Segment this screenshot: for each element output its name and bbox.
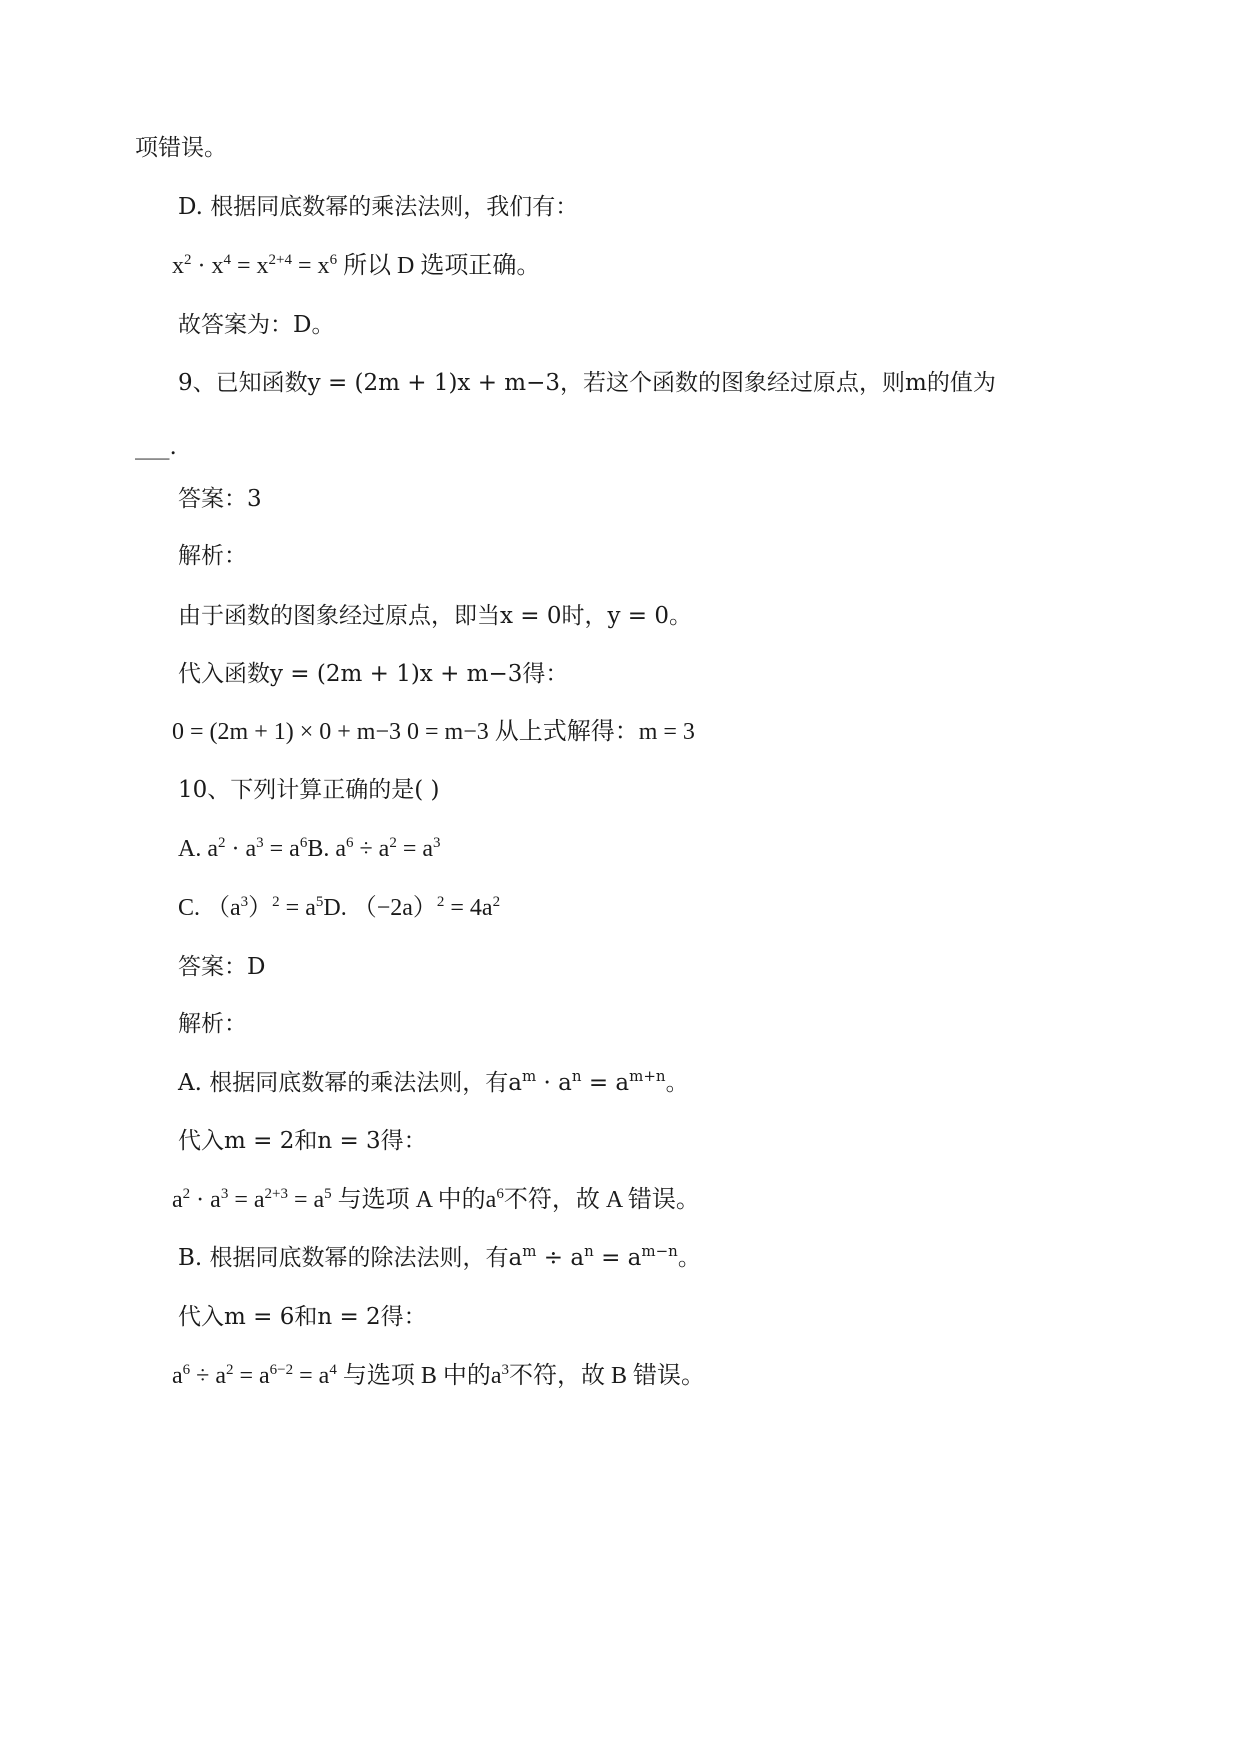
text-line: 解析： bbox=[178, 1011, 247, 1037]
options-ab: A. $a^2 \cdot a^3 = a^6B$. $a^6 \div a^2 = a^3$ bbox=[178, 835, 441, 862]
text-line: A. 根据同底数幂的乘法法则，有$a^m \cdot a^n = a^{m+n}$。 bbox=[178, 1067, 689, 1096]
text-line: 代入m = 6和n = 2得： bbox=[178, 1304, 427, 1330]
text-line: 由于函数的图象经过原点，即当x = 0时，y = 0。 bbox=[178, 603, 693, 629]
text-line: 项错误。 bbox=[135, 135, 227, 161]
question-9: 9、已知函数y = (2m + 1)x + m−3，若这个函数的图象经过原点，则m的值为 bbox=[178, 370, 996, 396]
text-line: 故答案为：D。 bbox=[178, 312, 335, 338]
answer-blank: ___. bbox=[135, 434, 177, 460]
options-cd: C. $(a^3)^2 = a^5D$. $(-2a)^2 = 4a^2$ bbox=[178, 894, 501, 921]
question-10: 10、下列计算正确的是( ) bbox=[178, 777, 440, 803]
formula-line: $a^2 \cdot a^3 = a^{2+3} = a^5$ 与选项 A 中的$a^6$不符，故 A 错误。 bbox=[172, 1186, 700, 1213]
formula-line: 0 = (2m + 1) × 0 + m−3 0 = m−3 从上式解得：m = 3 bbox=[172, 719, 695, 745]
text-line: 答案：D bbox=[178, 954, 266, 980]
text-line: 答案：3 bbox=[178, 486, 262, 512]
text-line: 代入函数y = (2m + 1)x + m−3得： bbox=[178, 661, 569, 687]
text-line: B. 根据同底数幂的除法法则，有$a^m \div a^n = a^{m-n}$。 bbox=[178, 1242, 701, 1271]
text-line: 解析： bbox=[178, 543, 247, 569]
formula-line: $x^2 \cdot x^4 = x^{2+4} = x^6$ 所以 D 选项正确。 bbox=[172, 252, 541, 279]
text-line: 代入m = 2和n = 3得： bbox=[178, 1128, 427, 1154]
formula-line: $a^6 \div a^2 = a^{6-2} = a^4$ 与选项 B 中的$a^3$不符，故 B 错误。 bbox=[172, 1362, 706, 1389]
text-line: D. 根据同底数幂的乘法法则，我们有： bbox=[178, 194, 579, 220]
